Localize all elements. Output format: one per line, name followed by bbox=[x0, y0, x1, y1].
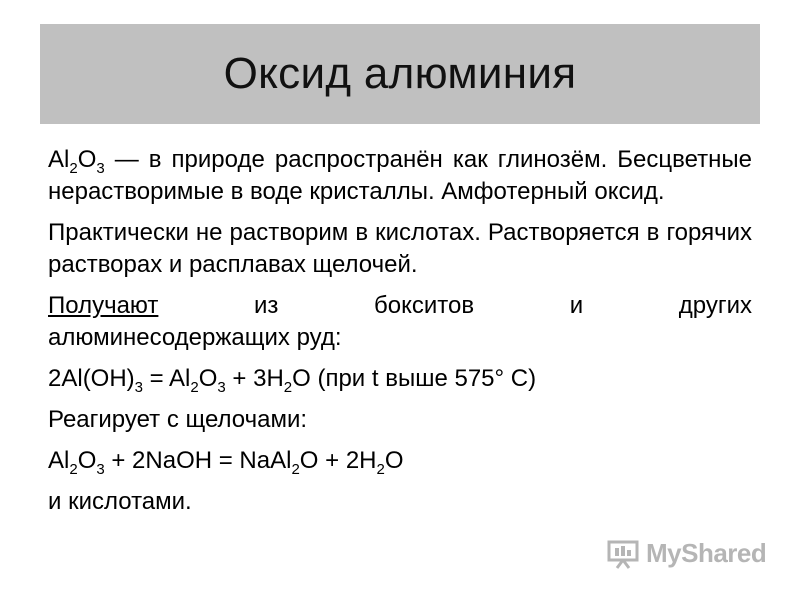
paragraph-text: — в природе распространён как глинозём. Бесцветные нерастворимые в воде кристаллы. Амфотерный оксид. bbox=[48, 146, 752, 205]
title-banner bbox=[40, 24, 760, 124]
slide-body bbox=[48, 144, 752, 527]
presentation-board-icon bbox=[606, 536, 640, 570]
equation-subscript: 3 bbox=[96, 461, 105, 478]
word: из bbox=[254, 292, 279, 319]
equation-subscript: 3 bbox=[134, 379, 144, 396]
formula-subscript: 3 bbox=[96, 160, 105, 177]
equation-part: + 3H bbox=[225, 365, 284, 392]
word: других bbox=[678, 292, 752, 319]
equation-hydroxide-decomposition bbox=[48, 363, 752, 395]
equation-part: = Al bbox=[143, 365, 191, 392]
equation-subscript: 2 bbox=[291, 461, 300, 478]
watermark bbox=[606, 536, 766, 570]
equation-subscript: 2 bbox=[190, 379, 199, 396]
equation-part: O (при t выше 575° C) bbox=[292, 365, 537, 392]
equation-part: O bbox=[77, 447, 97, 474]
paragraph-solubility: Практически не растворим в кислотах. Растворяется в горячих растворах и расплавах щелочей. bbox=[48, 219, 752, 278]
formula-part: Al bbox=[48, 146, 70, 173]
production-second-line: алюминесодержащих руд: bbox=[48, 324, 342, 351]
formula-subscript: 2 bbox=[69, 160, 78, 177]
equation-subscript: 2 bbox=[376, 461, 385, 478]
equation-alkali-reaction bbox=[48, 445, 752, 477]
equation-subscript: 2 bbox=[69, 461, 78, 478]
equation-part: 2Al(OH) bbox=[48, 365, 135, 392]
paragraph-alumina-description bbox=[48, 144, 752, 208]
equation-subscript: 2 bbox=[283, 379, 293, 396]
production-first-line bbox=[48, 290, 752, 322]
equation-part: O + 2H bbox=[299, 447, 377, 474]
paragraph-production bbox=[48, 290, 752, 354]
reacts-with-alkalis-line: Реагирует с щелочами: bbox=[48, 406, 308, 433]
underlined-word: Получают bbox=[48, 292, 159, 319]
word: бокситов bbox=[374, 292, 475, 319]
equation-part: Al bbox=[48, 447, 70, 474]
equation-part: + 2NaOH = NaAl bbox=[104, 447, 292, 474]
watermark-text: MyShared bbox=[646, 537, 767, 568]
equation-part: O bbox=[198, 365, 218, 392]
word: и bbox=[569, 292, 584, 319]
and-acids-line: и кислотами. bbox=[48, 488, 192, 515]
formula-part: O bbox=[77, 146, 97, 173]
equation-part: O bbox=[384, 447, 404, 474]
equation-subscript: 3 bbox=[217, 379, 226, 396]
slide-title: Оксид алюминия bbox=[223, 49, 577, 98]
